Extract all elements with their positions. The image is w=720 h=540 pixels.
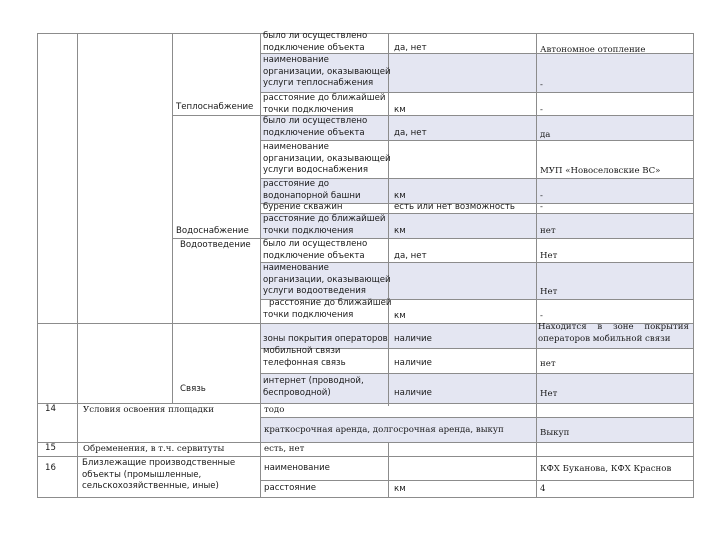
param-value: - (540, 311, 543, 321)
param-value: Автономное отопление (540, 45, 646, 55)
param-unit: да, нет (394, 128, 427, 138)
section-water: Водоснабжение (176, 226, 249, 236)
param-unit: км (394, 311, 406, 321)
nearby-value: КФХ Буканова, КФХ Краснов (540, 464, 672, 474)
param-label: наименование организации, оказывающей услуги водоснабжения (263, 142, 391, 176)
section-sewage: Водоотведение (180, 240, 251, 250)
param-label: зоны покрытия операторов мобильной связи (263, 334, 388, 356)
param-value: Нет (540, 287, 558, 297)
param-unit: наличие (394, 334, 432, 344)
param-value: - (540, 105, 543, 115)
param-unit: км (394, 191, 406, 201)
param-label: бурение скважин (263, 202, 343, 212)
row-number: 16 (45, 463, 56, 473)
param-unit: есть или нет возможность (394, 202, 515, 212)
param-unit: да, нет (394, 43, 427, 53)
param-value: МУП «Новоселовские ВС» (540, 166, 661, 176)
row-detail: тодо (264, 405, 285, 415)
param-unit: наличие (394, 388, 432, 398)
section-comms: Связь (180, 384, 206, 394)
param-value: да (540, 130, 551, 140)
row-number: 15 (45, 443, 56, 453)
param-label: интернет (проводной, беспроводной) (263, 376, 364, 398)
param-value: Нет (540, 251, 558, 261)
param-label: телефонная связь (263, 358, 346, 368)
param-label: наименование организации, оказывающей услуги теплоснабжения (263, 55, 391, 89)
param-value: - (540, 191, 543, 201)
param-label: расстояние до ближайшей точки подключения (263, 298, 392, 320)
nearby-unit: км (394, 484, 406, 494)
param-unit: наличие (394, 358, 432, 368)
param-label: было ли осуществлено подключение объекта (263, 116, 368, 138)
param-label: расстояние до водонапорной башни (263, 179, 361, 201)
param-unit: км (394, 105, 406, 115)
param-value: нет (540, 359, 556, 369)
row-label: Близлежащие производственные объекты (промышленные, сельскохозяйственные, иные) (82, 458, 236, 492)
row-label: Обременения, в т.ч. сервитуты (83, 444, 225, 454)
nearby-value: 4 (540, 484, 546, 494)
param-label: наименование организации, оказывающей услуги водоотведения (263, 263, 391, 297)
param-value: нет (540, 226, 556, 236)
param-value: Нет (540, 389, 558, 399)
param-label: расстояние до ближайшей точки подключения (263, 214, 386, 236)
row-value: Выкуп (540, 428, 570, 438)
param-label: было ли осуществлено подключение объекта (263, 31, 368, 53)
row-label: Условия освоения площадки (83, 405, 214, 415)
param-value: - (540, 202, 543, 212)
param-value: Находится в зоне покрытия операторов мобильной связи (538, 322, 689, 344)
nearby-param: наименование (264, 463, 330, 473)
row-detail: краткосрочная аренда, долгосрочная аренда, выкуп (264, 425, 504, 435)
param-value: - (540, 80, 543, 90)
param-label: расстояние до ближайшей точки подключения (263, 93, 386, 115)
section-heating: Теплоснабжение (176, 102, 254, 112)
param-label: было ли осуществлено подключение объекта (263, 239, 368, 261)
row-number: 14 (45, 404, 56, 414)
param-unit: км (394, 226, 406, 236)
param-unit: да, нет (394, 251, 427, 261)
nearby-param: расстояние (264, 483, 317, 493)
row-detail: есть, нет (264, 444, 305, 454)
